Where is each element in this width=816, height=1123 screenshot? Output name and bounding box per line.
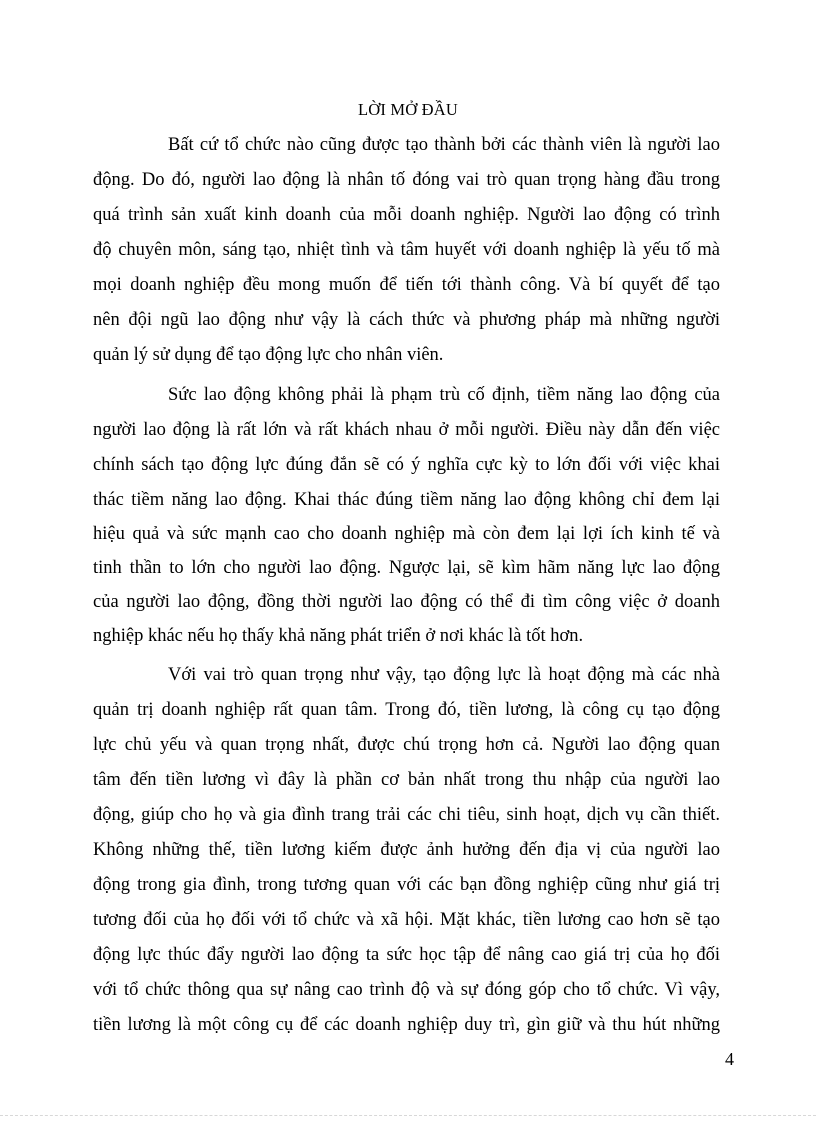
paragraph-line: tâm đến tiền lương vì đây là phần cơ bản nhất trong thu nhập của người lao xyxy=(93,770,720,790)
paragraph-line: với tổ chức thông qua sự nâng cao trình độ và sự đóng góp cho tổ chức. Vì vậy, xyxy=(93,980,720,1000)
paragraph-line: của người lao động, đồng thời người lao động có thể đi tìm công việc ở doanh xyxy=(93,592,720,612)
paragraph-line: mọi doanh nghiệp đều mong muốn để tiến tới thành công. Và bí quyết để tạo xyxy=(93,275,720,295)
paragraph-line: quản trị doanh nghiệp rất quan tâm. Trong đó, tiền lương, là công cụ tạo động xyxy=(93,700,720,720)
paragraph-line: động trong gia đình, trong tương quan với các bạn đồng nghiệp cũng như giá trị xyxy=(93,875,720,895)
paragraph-line: tinh thần to lớn cho người lao động. Ngược lại, sẽ kìm hãm năng lực lao động xyxy=(93,558,720,578)
paragraph-line: động, giúp cho họ và gia đình trang trải các chi tiêu, sinh hoạt, dịch vụ cần thiết. xyxy=(93,805,720,825)
paragraph-line: quản lý sử dụng để tạo động lực cho nhân viên. xyxy=(93,345,444,365)
paragraph-line: độ chuyên môn, sáng tạo, nhiệt tình và tâm huyết với doanh nghiệp là yếu tố mà xyxy=(93,240,720,260)
paragraph-line: người lao động là rất lớn và rất khách nhau ở mỗi người. Điều này dẫn đến việc xyxy=(93,420,720,440)
paragraph-line: quá trình sản xuất kinh doanh của mỗi doanh nghiệp. Người lao động có trình xyxy=(93,205,720,225)
paragraph-line: nên đội ngũ lao động như vậy là cách thức và phương pháp mà những người xyxy=(93,310,720,330)
paragraph-line: tương đối của họ đối với tổ chức và xã hội. Mặt khác, tiền lương cao hơn sẽ tạo xyxy=(93,910,720,930)
paragraph-line: thác tiềm năng lao động. Khai thác đúng tiềm năng lao động không chỉ đem lại xyxy=(93,490,720,510)
paragraph-line: động. Do đó, người lao động là nhân tố đóng vai trò quan trọng hàng đầu trong xyxy=(93,170,720,190)
paragraph-line: tiền lương là một công cụ để các doanh nghiệp duy trì, gìn giữ và thu hút những xyxy=(93,1015,720,1035)
paragraph-line: chính sách tạo động lực đúng đắn sẽ có ý nghĩa cực kỳ to lớn đối với việc khai xyxy=(93,455,720,475)
paragraph-line: động lực thúc đẩy người lao động ta sức học tập để nâng cao giá trị của họ đối xyxy=(93,945,720,965)
paragraph-line: Sức lao động không phải là phạm trù cố định, tiềm năng lao động của xyxy=(168,385,720,405)
page-bottom-divider xyxy=(0,1115,816,1116)
paragraph-line: Bất cứ tổ chức nào cũng được tạo thành bởi các thành viên là người lao xyxy=(168,135,720,155)
paragraph-line: hiệu quả và sức mạnh cao cho doanh nghiệp mà còn đem lại lợi ích kinh tế và xyxy=(93,524,720,544)
paragraph-line: Không những thế, tiền lương kiếm được ảnh hưởng đến địa vị của người lao xyxy=(93,840,720,860)
paragraph-line: lực chủ yếu và quan trọng nhất, được chú trọng hơn cả. Người lao động quan xyxy=(93,735,720,755)
page-number: 4 xyxy=(725,1049,734,1069)
paragraph-line: Với vai trò quan trọng như vậy, tạo động lực là hoạt động mà các nhà xyxy=(168,665,720,685)
page-title: LỜI MỞ ĐẦU xyxy=(357,100,459,119)
paragraph-line: nghiệp khác nếu họ thấy khả năng phát triển ở nơi khác là tốt hơn. xyxy=(93,626,584,646)
